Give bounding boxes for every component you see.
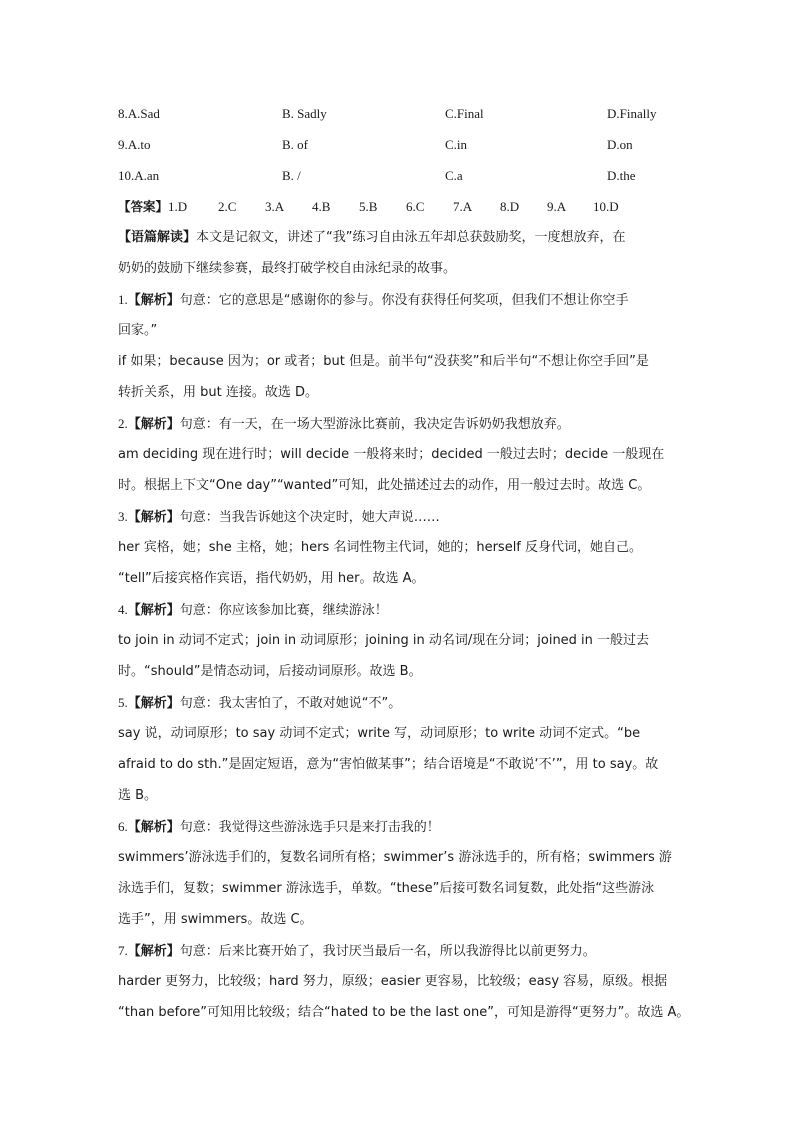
explanation-text: 句意：你应该参加比赛，继续游泳！ <box>179 603 388 618</box>
explanation-heading <box>118 935 678 966</box>
explanation-4 <box>118 594 678 687</box>
explanation-text: 时。“should”是情态动词，后接动词原形。故选 B。 <box>118 664 422 679</box>
answer-item: 3.A <box>265 199 285 214</box>
option-row-8 <box>118 98 678 129</box>
explanation-heading <box>118 284 678 315</box>
explanation-text: “tell”后接宾格作宾语，指代奶奶，用 her。故选 A。 <box>118 571 425 586</box>
document-page <box>118 98 690 1028</box>
option-d: D.the <box>607 168 636 183</box>
explanation-text: 句意：我太害怕了，不敢对她说“不”。 <box>179 696 402 711</box>
option-a: 8.A.Sad <box>118 106 160 121</box>
option-b: B. / <box>282 168 301 183</box>
reading-tag: 【语篇解读】 <box>118 230 197 245</box>
explanation-text: harder 更努力，比较级；hard 努力，原级；easier 更容易，比较级；easy 容易，原级。根据 <box>118 974 668 989</box>
answer-item: 1.D <box>168 199 188 214</box>
explanation-5 <box>118 687 678 811</box>
explanation-number: 6. <box>118 819 128 834</box>
explanation-text: 泳选手们，复数；swimmer 游泳选手，单数。“these”后接可数名词复数，此处指“这些游泳 <box>118 881 655 896</box>
explanation-text: 句意：我觉得这些游泳选手只是来打击我的！ <box>179 820 440 835</box>
explanation-heading <box>118 811 678 842</box>
explanation-number: 2. <box>118 416 128 431</box>
option-c: C.a <box>445 168 463 183</box>
explanation-text: “than before”可知用比较级；结合“hated to be the last one”，可知是游得“更努力”。故选 A。 <box>118 1005 690 1020</box>
explanation-text: her 宾格，她；she 主格，她；hers 名词性物主代词，她的；herself 反身代词，她自己。 <box>118 540 643 555</box>
explanation-text: 回家。” <box>118 323 158 338</box>
explanations-list <box>118 284 690 1028</box>
explanation-text: 时。根据上下文“One day”“wanted”可知，此处描述过去的动作，用一般过去时。故选 C。 <box>118 478 651 493</box>
explanation-tag: 【解析】 <box>127 417 180 432</box>
answer-item: 10.D <box>593 199 619 214</box>
explanation-6 <box>118 811 678 935</box>
explanation-heading <box>118 594 678 625</box>
explanation-tag: 【解析】 <box>127 293 180 308</box>
explanation-text: 选手”，用 swimmers。故选 C。 <box>118 912 313 927</box>
explanation-text: to join in 动词不定式；join in 动词原形；joining in 动名词/现在分词；joined in 一般过去 <box>118 633 650 648</box>
explanation-text: 句意：有一天，在一场大型游泳比赛前，我决定告诉奶奶我想放弃。 <box>179 417 570 432</box>
answer-item: 4.B <box>312 199 331 214</box>
explanation-text: am deciding 现在进行时；will decide 一般将来时；decided 一般过去时；decide 一般现在 <box>118 447 665 462</box>
explanation-text: 句意：当我告诉她这个决定时，她大声说…… <box>179 510 440 525</box>
explanation-text: 选 B。 <box>118 788 158 803</box>
explanation-3 <box>118 501 678 594</box>
explanation-tag: 【解析】 <box>127 510 180 525</box>
option-d: D.Finally <box>607 106 657 121</box>
explanation-tag: 【解析】 <box>127 820 180 835</box>
explanation-text: 句意：它的意思是“感谢你的参与。你没有获得任何奖项，但我们不想让你空手 <box>179 293 629 308</box>
explanation-tag: 【解析】 <box>127 944 180 959</box>
option-b: B. Sadly <box>282 106 327 121</box>
explanation-text: swimmers’游泳选手们的，复数名词所有格；swimmer’s 游泳选手的，所有格；swimmers 游 <box>118 850 672 865</box>
option-d: D.on <box>607 137 633 152</box>
explanation-tag: 【解析】 <box>127 603 180 618</box>
explanation-tag: 【解析】 <box>127 696 180 711</box>
answer-item: 5.B <box>359 199 378 214</box>
explanation-number: 7. <box>118 943 128 958</box>
explanation-text: 句意：后来比赛开始了，我讨厌当最后一名，所以我游得比以前更努力。 <box>179 944 596 959</box>
explanation-text: say 说，动词原形；to say 动词不定式；write 写，动词原形；to write 动词不定式。“be <box>118 726 641 741</box>
explanation-number: 1. <box>118 292 128 307</box>
option-c: C.in <box>445 137 468 152</box>
answer-item: 8.D <box>500 199 520 214</box>
explanation-text: if 如果；because 因为；or 或者；but 但是。前半句“没获奖”和后半句“不想让你空手回”是 <box>118 354 649 369</box>
explanation-text: 转折关系，用 but 连接。故选 D。 <box>118 385 318 400</box>
explanation-heading <box>118 687 678 718</box>
explanation-text: afraid to do sth.”是固定短语，意为“害怕做某事”；结合语境是“不敢说‘不’”，用 to say。故 <box>118 757 659 772</box>
option-row-9 <box>118 129 678 160</box>
option-a: 10.A.an <box>118 168 160 183</box>
option-row-10 <box>118 160 678 191</box>
option-b: B. of <box>282 137 308 152</box>
reading-text: 奶奶的鼓励下继续参赛，最终打破学校自由泳纪录的故事。 <box>118 261 457 276</box>
answer-item: 7.A <box>453 199 473 214</box>
explanation-number: 5. <box>118 695 128 710</box>
option-c: C.Final <box>445 106 484 121</box>
explanation-number: 4. <box>118 602 128 617</box>
answer-item: 9.A <box>547 199 567 214</box>
explanation-number: 3. <box>118 509 128 524</box>
reading-summary <box>118 222 678 284</box>
answer-tag: 【答案】 <box>118 199 169 214</box>
explanation-heading <box>118 501 678 532</box>
explanation-2 <box>118 408 678 501</box>
explanation-1 <box>118 284 678 408</box>
explanation-7 <box>118 935 690 1028</box>
answer-item: 2.C <box>218 199 237 214</box>
option-a: 9.A.to <box>118 137 151 152</box>
answer-key <box>118 191 678 222</box>
answer-item: 6.C <box>406 199 425 214</box>
reading-text: 本文是记叙文，讲述了“我”练习自由泳五年却总获鼓励奖，一度想放弃，在 <box>196 230 626 245</box>
explanation-heading <box>118 408 678 439</box>
